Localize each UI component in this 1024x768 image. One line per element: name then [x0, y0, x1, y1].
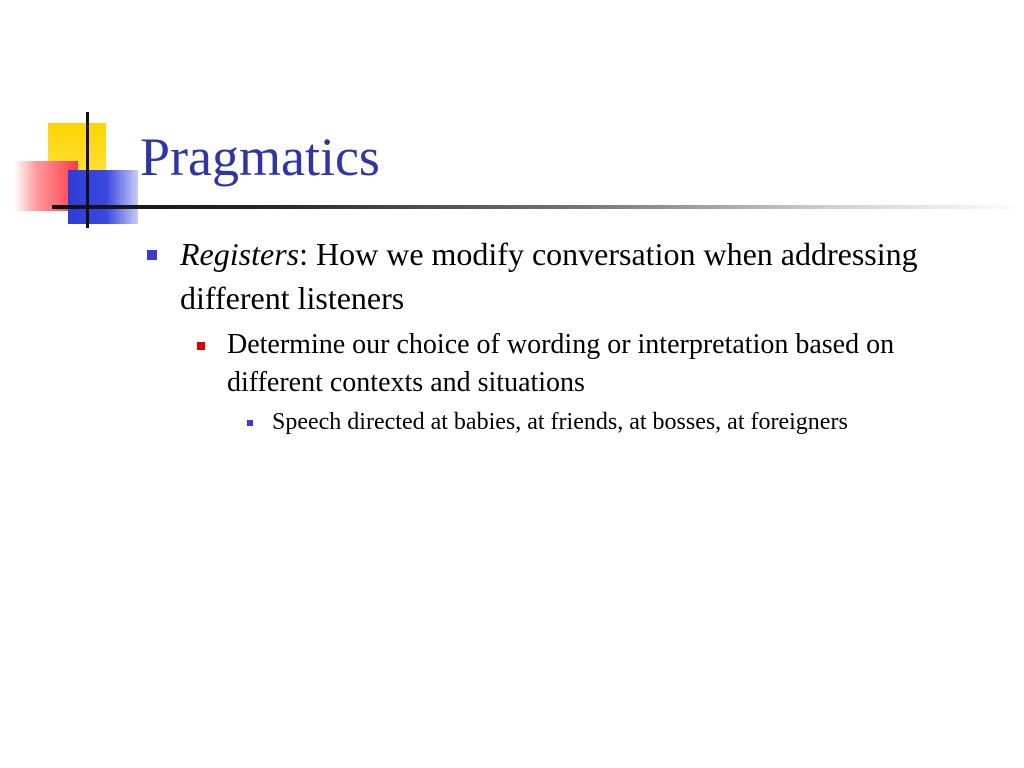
square-bullet-icon: [147, 250, 157, 260]
bullet-text: : How we modify conversation when addressing different listeners: [180, 236, 918, 316]
emphasized-term: Registers: [180, 236, 300, 272]
bullet-item-level-3: [272, 406, 992, 438]
overlapping-squares-logo: [0, 0, 160, 240]
blue-square-shape: [68, 170, 138, 224]
bullet-item-level-2: [227, 326, 967, 402]
bullet-text: Speech directed at babies, at friends, at bosses, at foreigners: [272, 409, 848, 435]
title-underline-rule: [52, 205, 1024, 209]
slide-title: Pragmatics: [140, 127, 380, 187]
bullet-text: Determine our choice of wording or interpretation based on different contexts and situations: [227, 329, 895, 398]
bullet-item-level-1: [180, 232, 970, 320]
vertical-rule: [86, 112, 89, 228]
square-bullet-icon: [247, 420, 253, 426]
square-bullet-icon: [197, 342, 205, 350]
